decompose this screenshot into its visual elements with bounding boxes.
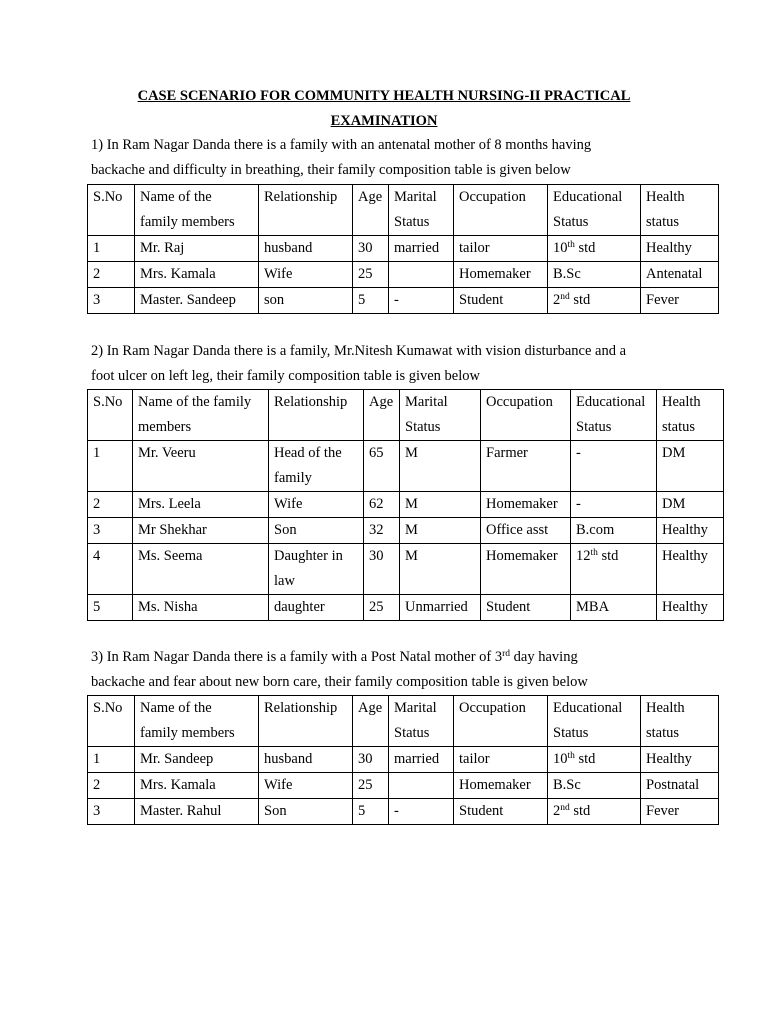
table-cell bbox=[657, 441, 724, 492]
case-1-description bbox=[91, 133, 731, 183]
table-cell-line-0: 30 bbox=[358, 751, 373, 767]
table-cell-line-0: Postnatal bbox=[646, 777, 700, 793]
table-cell bbox=[454, 747, 548, 773]
table-cell bbox=[389, 747, 454, 773]
header-cell-line-0: Health bbox=[646, 189, 685, 205]
table-cell-line-0: Mr. Sandeep bbox=[140, 751, 214, 767]
header-cell-line-1: Status bbox=[553, 214, 589, 230]
table-cell bbox=[571, 595, 657, 621]
table-cell-line-0: Farmer bbox=[486, 445, 528, 461]
header-cell bbox=[135, 185, 259, 236]
text-base: 12 bbox=[576, 548, 591, 564]
header-cell bbox=[657, 390, 724, 441]
header-cell-line-1: Status bbox=[405, 419, 441, 435]
table-cell bbox=[571, 441, 657, 492]
header-cell-line-1: Status bbox=[576, 419, 612, 435]
table-cell bbox=[135, 747, 259, 773]
header-cell bbox=[259, 696, 353, 747]
header-cell-line-0: Occupation bbox=[459, 189, 526, 205]
table-cell-line-0: Homemaker bbox=[459, 777, 531, 793]
table-cell bbox=[400, 492, 481, 518]
header-cell bbox=[641, 696, 719, 747]
text-base: 2 bbox=[553, 292, 561, 308]
table-cell-line-0: Antenatal bbox=[646, 266, 703, 282]
table-row bbox=[88, 595, 724, 621]
table-cell-line-0: Mr. Veeru bbox=[138, 445, 196, 461]
table-header-row bbox=[88, 696, 719, 747]
table-cell-line-0: son bbox=[264, 292, 285, 308]
header-cell-line-0: Name of the bbox=[140, 189, 212, 205]
table-cell bbox=[133, 441, 269, 492]
table-row bbox=[88, 492, 724, 518]
header-cell-line-0: Educational bbox=[553, 700, 623, 716]
table-cell-line-0: Mrs. Kamala bbox=[140, 777, 216, 793]
table-cell-line-0: M bbox=[405, 445, 418, 461]
header-cell-line-1: family members bbox=[140, 214, 235, 230]
header-cell bbox=[548, 696, 641, 747]
table-cell bbox=[657, 544, 724, 595]
table-cell-line-0: Head of the bbox=[274, 445, 342, 461]
table-cell bbox=[88, 492, 133, 518]
table-cell bbox=[364, 518, 400, 544]
header-cell bbox=[88, 185, 135, 236]
header-cell-line-0: Relationship bbox=[274, 394, 348, 410]
table-cell-line-0 bbox=[576, 544, 656, 569]
table-cell bbox=[454, 773, 548, 799]
table-cell-line-0: 4 bbox=[93, 548, 101, 564]
case-description-line-2: foot ulcer on left leg, their family composition table is given below bbox=[91, 368, 480, 384]
table-cell-line-0: DM bbox=[662, 496, 686, 512]
table-cell-line-0: Healthy bbox=[662, 599, 708, 615]
table-cell bbox=[135, 262, 259, 288]
header-cell-line-0: Marital bbox=[394, 700, 437, 716]
table-cell bbox=[88, 236, 135, 262]
table-cell bbox=[571, 544, 657, 595]
header-cell-line-1: Status bbox=[394, 214, 430, 230]
header-cell bbox=[454, 696, 548, 747]
table-cell-line-0: - bbox=[576, 445, 581, 461]
table-cell-line-0: 62 bbox=[369, 496, 384, 512]
header-cell-line-0: Educational bbox=[553, 189, 623, 205]
header-cell bbox=[454, 185, 548, 236]
text-rest: day having bbox=[510, 649, 578, 665]
table-cell bbox=[269, 492, 364, 518]
table-cell bbox=[548, 773, 641, 799]
table-cell-line-0: Healthy bbox=[662, 522, 708, 538]
case-description-line-2: backache and difficulty in breathing, their family composition table is given below bbox=[91, 162, 571, 178]
table-cell bbox=[481, 518, 571, 544]
table-cell bbox=[135, 799, 259, 825]
header-cell-line-0: Relationship bbox=[264, 700, 338, 716]
table-cell-line-0: Mrs. Kamala bbox=[140, 266, 216, 282]
table-cell bbox=[353, 262, 389, 288]
table-cell-line-0: 2 bbox=[93, 496, 101, 512]
table-cell-line-0: Homemaker bbox=[486, 496, 558, 512]
table-cell bbox=[481, 595, 571, 621]
header-cell bbox=[481, 390, 571, 441]
table-cell bbox=[571, 518, 657, 544]
header-cell bbox=[389, 696, 454, 747]
header-cell-line-0: S.No bbox=[93, 189, 123, 205]
header-cell bbox=[269, 390, 364, 441]
table-cell-line-0: tailor bbox=[459, 751, 490, 767]
table-cell bbox=[88, 518, 133, 544]
table-cell bbox=[133, 492, 269, 518]
table-cell bbox=[400, 595, 481, 621]
table-cell-line-0: Fever bbox=[646, 803, 680, 819]
header-cell-line-0: Occupation bbox=[486, 394, 553, 410]
table-cell bbox=[641, 747, 719, 773]
table-cell-line-1: family bbox=[274, 470, 312, 486]
table-cell bbox=[657, 518, 724, 544]
table-cell-line-0: Office asst bbox=[486, 522, 549, 538]
table-cell-line-0: Homemaker bbox=[459, 266, 531, 282]
table-cell bbox=[400, 518, 481, 544]
table-cell-line-0: Master. Rahul bbox=[140, 803, 222, 819]
table-cell-line-0: - bbox=[576, 496, 581, 512]
header-cell-line-0: Name of the family bbox=[138, 394, 252, 410]
header-cell bbox=[571, 390, 657, 441]
table-cell bbox=[389, 799, 454, 825]
header-cell-line-0: Age bbox=[369, 394, 394, 410]
header-cell bbox=[548, 185, 641, 236]
header-cell-line-0: Marital bbox=[394, 189, 437, 205]
table-row bbox=[88, 799, 719, 825]
table-header-row bbox=[88, 185, 719, 236]
table-cell bbox=[389, 236, 454, 262]
text-base: 2 bbox=[553, 803, 561, 819]
table-cell-line-0: 5 bbox=[93, 599, 101, 615]
table-row bbox=[88, 773, 719, 799]
header-cell-line-0: Occupation bbox=[459, 700, 526, 716]
table-cell-line-0: Fever bbox=[646, 292, 680, 308]
table-cell bbox=[364, 492, 400, 518]
case-2-description bbox=[91, 339, 731, 389]
header-cell-line-0: S.No bbox=[93, 700, 123, 716]
text-base: 10 bbox=[553, 751, 568, 767]
case-description-line-1 bbox=[91, 645, 731, 670]
table-cell-line-0: Mr. Raj bbox=[140, 240, 185, 256]
table-row bbox=[88, 236, 719, 262]
table-cell-line-0: Ms. Nisha bbox=[138, 599, 198, 615]
text-rest: std bbox=[569, 803, 591, 819]
table-cell bbox=[259, 773, 353, 799]
table-cell-line-0: daughter bbox=[274, 599, 325, 615]
header-cell bbox=[353, 696, 389, 747]
table-cell bbox=[400, 441, 481, 492]
table-cell bbox=[364, 544, 400, 595]
table-cell-line-0: 5 bbox=[358, 292, 366, 308]
table-cell bbox=[135, 236, 259, 262]
table-cell-line-0: 30 bbox=[358, 240, 373, 256]
header-cell-line-0: Educational bbox=[576, 394, 646, 410]
table-cell bbox=[454, 799, 548, 825]
table-cell-line-0: Mrs. Leela bbox=[138, 496, 201, 512]
table-cell-line-0: tailor bbox=[459, 240, 490, 256]
header-cell-line-0: Health bbox=[646, 700, 685, 716]
header-cell-line-1: Status bbox=[394, 725, 430, 741]
table-cell-line-0: Son bbox=[274, 522, 297, 538]
header-cell bbox=[135, 696, 259, 747]
table-cell bbox=[259, 799, 353, 825]
family-composition-table-3 bbox=[87, 695, 719, 825]
header-cell-line-0: Relationship bbox=[264, 189, 338, 205]
table-cell bbox=[657, 492, 724, 518]
text-base: 3) In Ram Nagar Danda there is a family with a Post Natal mother of 3 bbox=[91, 649, 503, 665]
table-cell bbox=[389, 288, 454, 314]
table-header-row bbox=[88, 390, 724, 441]
table-cell bbox=[548, 799, 641, 825]
table-cell bbox=[259, 288, 353, 314]
superscript: rd bbox=[502, 649, 511, 659]
header-cell-line-0: Name of the bbox=[140, 700, 212, 716]
table-cell-line-0: Homemaker bbox=[486, 548, 558, 564]
table-cell bbox=[353, 773, 389, 799]
table-cell-line-0: 3 bbox=[93, 292, 101, 308]
table-cell-line-0 bbox=[553, 288, 640, 313]
table-cell bbox=[454, 262, 548, 288]
table-cell-line-0: Healthy bbox=[662, 548, 708, 564]
table-cell-line-0: Wife bbox=[264, 266, 293, 282]
header-cell bbox=[88, 390, 133, 441]
table-cell-line-0: Daughter in bbox=[274, 548, 343, 564]
superscript: nd bbox=[560, 803, 570, 813]
table-cell bbox=[269, 441, 364, 492]
table-cell bbox=[88, 262, 135, 288]
table-cell-line-0: 3 bbox=[93, 803, 101, 819]
table-cell-line-0: husband bbox=[264, 240, 313, 256]
table-cell-line-0 bbox=[553, 799, 640, 824]
table-cell-line-0: Ms. Seema bbox=[138, 548, 203, 564]
text-rest: std bbox=[574, 240, 596, 256]
family-composition-table-1 bbox=[87, 184, 719, 314]
table-cell-line-0: Son bbox=[264, 803, 287, 819]
table-cell-line-0: 2 bbox=[93, 777, 101, 793]
table-row bbox=[88, 288, 719, 314]
header-cell bbox=[389, 185, 454, 236]
table-cell bbox=[571, 492, 657, 518]
table-cell-line-0: 30 bbox=[369, 548, 384, 564]
header-cell-line-1: status bbox=[646, 725, 680, 741]
superscript: nd bbox=[560, 292, 570, 302]
table-cell bbox=[641, 262, 719, 288]
table-cell bbox=[657, 595, 724, 621]
header-cell-line-0: Marital bbox=[405, 394, 448, 410]
header-cell-line-0: Age bbox=[358, 700, 383, 716]
table-cell bbox=[548, 747, 641, 773]
header-cell bbox=[641, 185, 719, 236]
table-cell-line-0: - bbox=[394, 803, 399, 819]
table-cell bbox=[259, 236, 353, 262]
table-cell-line-0: B.Sc bbox=[553, 266, 581, 282]
header-cell-line-0: Age bbox=[358, 189, 383, 205]
table-cell-line-0: 1 bbox=[93, 240, 101, 256]
superscript: th bbox=[567, 240, 575, 250]
table-cell bbox=[481, 492, 571, 518]
header-cell-line-1: status bbox=[662, 419, 696, 435]
table-cell-line-0: 32 bbox=[369, 522, 384, 538]
table-cell-line-0: 5 bbox=[358, 803, 366, 819]
header-cell-line-0: Health bbox=[662, 394, 701, 410]
table-cell bbox=[353, 236, 389, 262]
table-row bbox=[88, 518, 724, 544]
table-cell bbox=[88, 441, 133, 492]
table-cell bbox=[400, 544, 481, 595]
table-row bbox=[88, 441, 724, 492]
family-composition-table-2 bbox=[87, 389, 724, 621]
table-row bbox=[88, 747, 719, 773]
table-cell bbox=[641, 288, 719, 314]
header-cell-line-0: S.No bbox=[93, 394, 123, 410]
table-cell-line-0: 3 bbox=[93, 522, 101, 538]
table-cell-line-0: M bbox=[405, 548, 418, 564]
table-cell-line-0: M bbox=[405, 496, 418, 512]
table-cell-line-0: Student bbox=[459, 292, 504, 308]
table-cell bbox=[548, 288, 641, 314]
table-cell-line-0: Student bbox=[459, 803, 504, 819]
table-cell-line-1: law bbox=[274, 573, 295, 589]
table-cell-line-0: Wife bbox=[274, 496, 303, 512]
document-title-line-1: CASE SCENARIO FOR COMMUNITY HEALTH NURSING-II PRACTICAL bbox=[137, 88, 631, 104]
table-cell-line-0: 25 bbox=[358, 266, 373, 282]
table-cell-line-0: M bbox=[405, 522, 418, 538]
table-cell bbox=[269, 544, 364, 595]
case-3-description bbox=[91, 645, 731, 695]
header-cell bbox=[400, 390, 481, 441]
table-cell-line-0 bbox=[553, 236, 640, 261]
text-rest: std bbox=[597, 548, 619, 564]
table-cell bbox=[454, 236, 548, 262]
table-cell bbox=[353, 288, 389, 314]
table-cell bbox=[454, 288, 548, 314]
header-cell-line-1: status bbox=[646, 214, 680, 230]
case-description-line-1: 2) In Ram Nagar Danda there is a family, Mr.Nitesh Kumawat with vision disturbance and a bbox=[91, 343, 627, 359]
table-cell-line-0: MBA bbox=[576, 599, 610, 615]
table-cell-line-0: married bbox=[394, 751, 440, 767]
text-rest: std bbox=[569, 292, 591, 308]
table-cell-line-0: married bbox=[394, 240, 440, 256]
table-cell bbox=[353, 799, 389, 825]
table-cell-line-0: - bbox=[394, 292, 399, 308]
header-cell-line-1: family members bbox=[140, 725, 235, 741]
table-cell bbox=[135, 773, 259, 799]
table-cell bbox=[364, 595, 400, 621]
header-cell bbox=[259, 185, 353, 236]
superscript: th bbox=[590, 548, 598, 558]
header-cell bbox=[133, 390, 269, 441]
table-cell-line-0: Student bbox=[486, 599, 531, 615]
table-cell bbox=[88, 544, 133, 595]
table-cell bbox=[481, 544, 571, 595]
table-cell-line-0: 2 bbox=[93, 266, 101, 282]
table-cell-line-0: 25 bbox=[369, 599, 384, 615]
table-cell bbox=[88, 773, 135, 799]
table-cell bbox=[133, 595, 269, 621]
table-cell-line-0: Unmarried bbox=[405, 599, 468, 615]
table-cell bbox=[88, 799, 135, 825]
table-cell bbox=[259, 747, 353, 773]
table-cell-line-0: Healthy bbox=[646, 751, 692, 767]
table-cell bbox=[88, 288, 135, 314]
table-cell bbox=[88, 595, 133, 621]
table-row bbox=[88, 544, 724, 595]
table-cell bbox=[481, 441, 571, 492]
table-cell-line-0: husband bbox=[264, 751, 313, 767]
table-cell bbox=[641, 236, 719, 262]
text-rest: std bbox=[574, 751, 596, 767]
table-row bbox=[88, 262, 719, 288]
table-cell bbox=[548, 262, 641, 288]
table-cell bbox=[133, 544, 269, 595]
table-cell bbox=[133, 518, 269, 544]
table-cell bbox=[548, 236, 641, 262]
table-cell bbox=[88, 747, 135, 773]
table-cell-line-0: 25 bbox=[358, 777, 373, 793]
superscript: th bbox=[567, 751, 575, 761]
case-description-line-2: backache and fear about new born care, their family composition table is given below bbox=[91, 674, 588, 690]
header-cell bbox=[353, 185, 389, 236]
header-cell bbox=[364, 390, 400, 441]
table-cell-line-0: DM bbox=[662, 445, 686, 461]
table-cell bbox=[389, 773, 454, 799]
table-cell-line-0: Healthy bbox=[646, 240, 692, 256]
table-cell-line-0: B.com bbox=[576, 522, 615, 538]
table-cell bbox=[135, 288, 259, 314]
table-cell bbox=[353, 747, 389, 773]
table-cell-line-0: Wife bbox=[264, 777, 293, 793]
table-cell-line-0: 1 bbox=[93, 751, 101, 767]
header-cell-line-1: members bbox=[138, 419, 192, 435]
text-base: 10 bbox=[553, 240, 568, 256]
table-cell-line-0: 65 bbox=[369, 445, 384, 461]
case-description-line-1: 1) In Ram Nagar Danda there is a family with an antenatal mother of 8 months having bbox=[91, 137, 592, 153]
table-cell bbox=[389, 262, 454, 288]
table-cell bbox=[259, 262, 353, 288]
table-cell-line-0: Mr Shekhar bbox=[138, 522, 207, 538]
document-title-line-2: EXAMINATION bbox=[330, 113, 438, 129]
table-cell-line-0: Master. Sandeep bbox=[140, 292, 236, 308]
table-cell bbox=[641, 773, 719, 799]
header-cell bbox=[88, 696, 135, 747]
table-cell-line-0 bbox=[553, 747, 640, 772]
table-cell-line-0: B.Sc bbox=[553, 777, 581, 793]
table-cell bbox=[269, 595, 364, 621]
table-cell bbox=[269, 518, 364, 544]
table-cell bbox=[641, 799, 719, 825]
table-cell-line-0: 1 bbox=[93, 445, 101, 461]
table-cell bbox=[364, 441, 400, 492]
header-cell-line-1: Status bbox=[553, 725, 589, 741]
